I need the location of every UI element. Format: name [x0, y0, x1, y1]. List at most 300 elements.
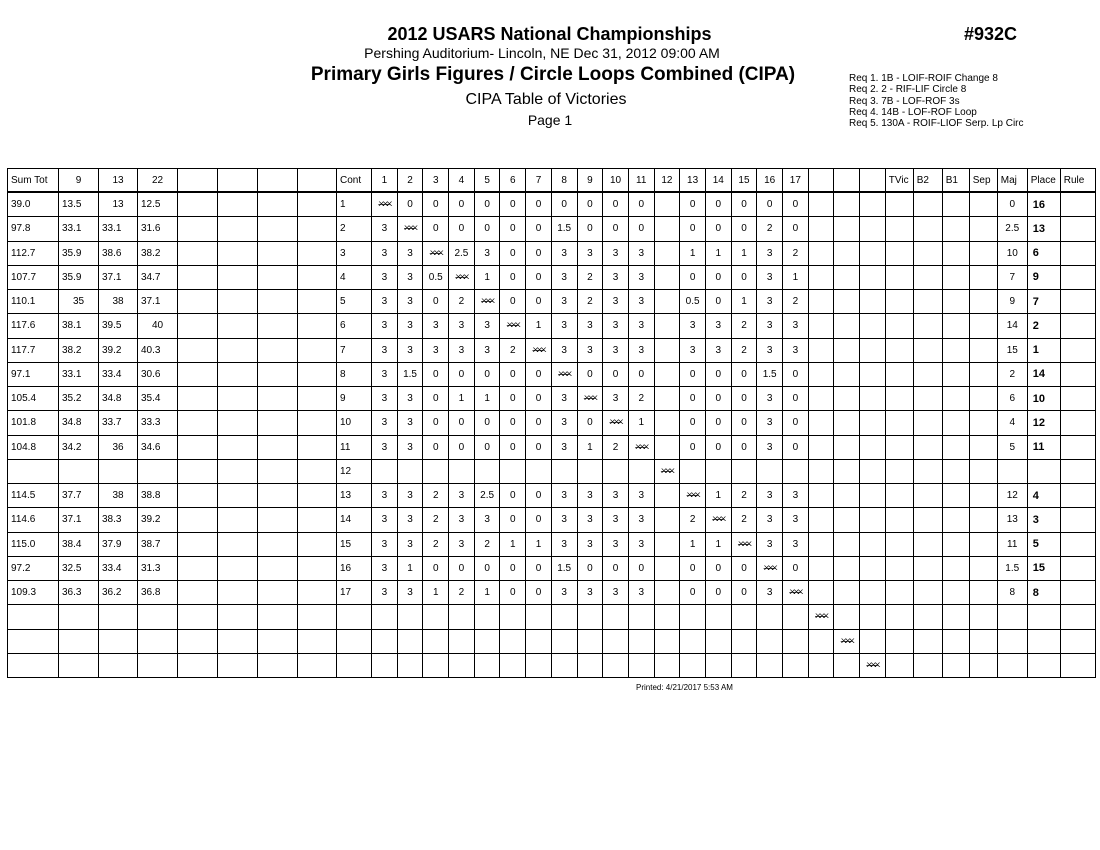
- rule-cell: [1060, 290, 1095, 314]
- victory-cell: 1: [423, 581, 449, 605]
- table-row: [8, 338, 1096, 362]
- victory-cell: 0: [449, 217, 475, 241]
- victory-cell: 0: [500, 265, 526, 289]
- column-header: Sum Tot: [8, 169, 59, 193]
- empty-cell: [178, 387, 218, 411]
- victory-cell: 0: [449, 362, 475, 386]
- victory-cell: [654, 532, 680, 556]
- empty-cell: [258, 241, 298, 265]
- judge-score-cell: 35.4: [138, 387, 178, 411]
- judge-score-cell: 13: [99, 192, 138, 217]
- victory-cell: 0: [783, 192, 809, 217]
- victory-cell: [860, 556, 886, 580]
- victory-cell: 3: [474, 508, 500, 532]
- victory-cell: 3: [474, 314, 500, 338]
- place-cell: 3: [1027, 508, 1060, 532]
- victory-cell: 3: [783, 532, 809, 556]
- contestant-number-cell: 3: [337, 241, 372, 265]
- judge-score-cell: 34.2: [59, 435, 99, 459]
- victory-cell: 3: [372, 508, 398, 532]
- table-row: [8, 241, 1096, 265]
- self-comparison-cell: [372, 192, 398, 217]
- victory-cell: 0: [526, 217, 552, 241]
- victory-cell: 3: [603, 508, 629, 532]
- victory-cell: [397, 653, 423, 677]
- contestant-number-cell: [337, 653, 372, 677]
- place-cell: 16: [1027, 192, 1060, 217]
- victory-cell: 0: [680, 435, 706, 459]
- victory-cell: [860, 508, 886, 532]
- place-cell: 6: [1027, 241, 1060, 265]
- victory-cell: 0: [449, 435, 475, 459]
- victory-cell: 0: [603, 217, 629, 241]
- column-header: [178, 169, 218, 193]
- empty-cell: [969, 192, 997, 217]
- column-header-judge: 9: [577, 169, 603, 193]
- victory-cell: [783, 653, 809, 677]
- empty-cell: [218, 653, 258, 677]
- victory-cell: 3: [551, 338, 577, 362]
- judge-score-cell: [99, 653, 138, 677]
- majority-cell: [997, 629, 1027, 653]
- victory-cell: 3: [372, 435, 398, 459]
- empty-cell: [913, 314, 942, 338]
- victory-cell: 0: [577, 411, 603, 435]
- sum-total-cell: 39.0: [8, 192, 59, 217]
- empty-cell: [218, 459, 258, 483]
- majority-cell: 5: [997, 435, 1027, 459]
- victory-cell: [423, 653, 449, 677]
- contestant-number-cell: 8: [337, 362, 372, 386]
- victory-cell: 3: [757, 387, 783, 411]
- victory-cell: 0: [783, 411, 809, 435]
- victory-cell: 3: [551, 581, 577, 605]
- victory-cell: [808, 459, 834, 483]
- victory-cell: 2: [731, 508, 757, 532]
- victory-cell: [551, 605, 577, 629]
- empty-cell: [942, 411, 969, 435]
- victory-cell: 3: [397, 484, 423, 508]
- self-comparison-cell: [628, 435, 654, 459]
- victory-cell: 0: [783, 435, 809, 459]
- contestant-number-cell: 5: [337, 290, 372, 314]
- judge-score-cell: 40.3: [138, 338, 178, 362]
- victory-cell: 3: [372, 484, 398, 508]
- judge-score-cell: 39.2: [138, 508, 178, 532]
- victory-cell: 0: [526, 362, 552, 386]
- empty-cell: [218, 411, 258, 435]
- empty-cell: [913, 435, 942, 459]
- requirements-list: [849, 73, 1024, 129]
- victory-cell: 0: [680, 556, 706, 580]
- empty-cell: [969, 653, 997, 677]
- victory-cell: 2: [757, 217, 783, 241]
- empty-cell: [913, 484, 942, 508]
- judge-score-cell: 39.5: [99, 314, 138, 338]
- victory-cell: 0: [731, 411, 757, 435]
- victory-cell: 0: [705, 387, 731, 411]
- table-row: [8, 581, 1096, 605]
- contestant-number-cell: 15: [337, 532, 372, 556]
- judge-score-cell: 37.1: [59, 508, 99, 532]
- majority-cell: 2.5: [997, 217, 1027, 241]
- contestant-number-cell: 11: [337, 435, 372, 459]
- victory-cell: [808, 192, 834, 217]
- empty-cell: [969, 605, 997, 629]
- victory-cell: 1: [705, 484, 731, 508]
- victory-cell: 0: [577, 217, 603, 241]
- empty-cell: [178, 435, 218, 459]
- victory-cell: 2: [783, 290, 809, 314]
- victory-cell: 0: [731, 362, 757, 386]
- victory-cell: 0: [526, 508, 552, 532]
- victory-cell: [372, 459, 398, 483]
- empty-cell: [913, 459, 942, 483]
- place-cell: 14: [1027, 362, 1060, 386]
- judge-score-cell: 38: [99, 484, 138, 508]
- empty-cell: [298, 411, 337, 435]
- judge-score-cell: 34.8: [59, 411, 99, 435]
- victory-cell: 2: [500, 338, 526, 362]
- empty-cell: [942, 532, 969, 556]
- empty-cell: [969, 459, 997, 483]
- empty-cell: [298, 241, 337, 265]
- victory-cell: [654, 435, 680, 459]
- empty-cell: [258, 314, 298, 338]
- victory-cell: 0: [500, 435, 526, 459]
- crosshatch-mark: XXX: [686, 491, 699, 499]
- victory-cell: 3: [628, 241, 654, 265]
- crosshatch-mark: XXX: [558, 370, 571, 378]
- majority-cell: 6: [997, 387, 1027, 411]
- place-cell: 13: [1027, 217, 1060, 241]
- self-comparison-cell: [526, 338, 552, 362]
- empty-cell: [913, 338, 942, 362]
- empty-cell: [258, 387, 298, 411]
- victory-cell: [834, 241, 860, 265]
- victory-cell: 3: [551, 508, 577, 532]
- sum-total-cell: 97.8: [8, 217, 59, 241]
- victory-cell: 0: [500, 556, 526, 580]
- judge-score-cell: 37.1: [138, 290, 178, 314]
- victory-cell: [834, 556, 860, 580]
- column-header-judge: 4: [449, 169, 475, 193]
- victory-cell: 0: [500, 387, 526, 411]
- crosshatch-mark: XXX: [455, 273, 468, 281]
- empty-cell: [178, 362, 218, 386]
- victory-cell: 0: [705, 556, 731, 580]
- column-header: Rule: [1060, 169, 1095, 193]
- column-header-judge: 15: [731, 169, 757, 193]
- majority-cell: 7: [997, 265, 1027, 289]
- empty-cell: [178, 314, 218, 338]
- judge-score-cell: 12.5: [138, 192, 178, 217]
- contestant-number-cell: 14: [337, 508, 372, 532]
- empty-cell: [885, 435, 913, 459]
- victory-cell: 0: [500, 362, 526, 386]
- sum-total-cell: [8, 629, 59, 653]
- place-cell: 9: [1027, 265, 1060, 289]
- rule-cell: [1060, 387, 1095, 411]
- empty-cell: [913, 290, 942, 314]
- empty-cell: [218, 192, 258, 217]
- victory-cell: [628, 605, 654, 629]
- empty-cell: [885, 314, 913, 338]
- judge-score-cell: [59, 629, 99, 653]
- victory-cell: [783, 629, 809, 653]
- victory-cell: 0: [526, 556, 552, 580]
- victory-cell: 1: [680, 241, 706, 265]
- judge-score-cell: 35.9: [59, 265, 99, 289]
- empty-cell: [178, 217, 218, 241]
- majority-cell: 14: [997, 314, 1027, 338]
- self-comparison-cell: [654, 459, 680, 483]
- rule-cell: [1060, 653, 1095, 677]
- column-header: Maj: [997, 169, 1027, 193]
- victory-cell: 1: [577, 435, 603, 459]
- rule-cell: [1060, 605, 1095, 629]
- victory-cell: [526, 605, 552, 629]
- victory-cell: 1: [731, 241, 757, 265]
- victory-cell: 3: [603, 265, 629, 289]
- victory-cell: 3: [603, 484, 629, 508]
- self-comparison-cell: [449, 265, 475, 289]
- victory-cell: 3: [757, 484, 783, 508]
- victory-cell: 3: [397, 290, 423, 314]
- victory-cell: 2: [680, 508, 706, 532]
- empty-cell: [885, 653, 913, 677]
- victory-cell: 2: [577, 290, 603, 314]
- table-row: [8, 411, 1096, 435]
- empty-cell: [258, 459, 298, 483]
- empty-cell: [913, 653, 942, 677]
- empty-cell: [178, 192, 218, 217]
- victory-cell: [783, 605, 809, 629]
- victory-cell: [808, 653, 834, 677]
- victory-cell: 1: [526, 314, 552, 338]
- empty-cell: [942, 241, 969, 265]
- empty-cell: [942, 629, 969, 653]
- place-cell: [1027, 629, 1060, 653]
- judge-score-cell: [99, 605, 138, 629]
- victory-cell: 0: [474, 435, 500, 459]
- victory-cell: 0: [731, 581, 757, 605]
- victory-cell: 3: [397, 435, 423, 459]
- victory-cell: 3: [551, 290, 577, 314]
- sum-total-cell: 104.8: [8, 435, 59, 459]
- crosshatch-mark: XXX: [583, 394, 596, 402]
- victory-cell: 3: [603, 387, 629, 411]
- rule-cell: [1060, 217, 1095, 241]
- empty-cell: [969, 581, 997, 605]
- judge-score-cell: [59, 605, 99, 629]
- empty-cell: [942, 435, 969, 459]
- victory-cell: 3: [372, 411, 398, 435]
- place-cell: 15: [1027, 556, 1060, 580]
- victory-cell: [783, 459, 809, 483]
- crosshatch-mark: XXX: [429, 249, 442, 257]
- judge-score-cell: 33.1: [59, 362, 99, 386]
- empty-cell: [913, 241, 942, 265]
- victory-cell: 3: [603, 290, 629, 314]
- victory-cell: [500, 629, 526, 653]
- victory-cell: 3: [705, 338, 731, 362]
- empty-cell: [969, 217, 997, 241]
- empty-cell: [969, 556, 997, 580]
- rule-cell: [1060, 314, 1095, 338]
- victory-cell: [474, 459, 500, 483]
- victory-cell: 0: [705, 290, 731, 314]
- sum-total-cell: 109.3: [8, 581, 59, 605]
- requirement-item: Req 1. 1B - LOIF-ROIF Change 8: [849, 73, 998, 84]
- victory-cell: 3: [757, 435, 783, 459]
- victory-cell: 1: [500, 532, 526, 556]
- crosshatch-mark: XXX: [609, 418, 622, 426]
- victory-cell: [808, 290, 834, 314]
- column-header-judge: 1: [372, 169, 398, 193]
- victory-cell: [731, 653, 757, 677]
- victory-cell: [654, 629, 680, 653]
- victory-cell: [372, 605, 398, 629]
- empty-cell: [885, 338, 913, 362]
- victory-cell: 3: [603, 581, 629, 605]
- victory-cell: [808, 411, 834, 435]
- judge-score-cell: 31.6: [138, 217, 178, 241]
- victory-cell: 0: [680, 411, 706, 435]
- rule-cell: [1060, 556, 1095, 580]
- victory-cell: [834, 265, 860, 289]
- victory-cell: 0: [705, 581, 731, 605]
- victory-cell: [680, 605, 706, 629]
- empty-cell: [298, 338, 337, 362]
- victory-cell: 1: [783, 265, 809, 289]
- column-header-judge: 6: [500, 169, 526, 193]
- judge-score-cell: [99, 629, 138, 653]
- victory-cell: 0: [526, 484, 552, 508]
- victory-cell: [654, 653, 680, 677]
- victory-cell: [500, 605, 526, 629]
- victory-cell: [834, 362, 860, 386]
- victory-cell: [551, 629, 577, 653]
- victory-cell: 3: [577, 314, 603, 338]
- victory-cell: 1: [731, 290, 757, 314]
- victory-cell: 0: [526, 241, 552, 265]
- place-cell: 11: [1027, 435, 1060, 459]
- victory-cell: [731, 629, 757, 653]
- empty-cell: [218, 314, 258, 338]
- majority-cell: 4: [997, 411, 1027, 435]
- victory-cell: 3: [551, 532, 577, 556]
- empty-cell: [913, 362, 942, 386]
- contestant-number-cell: 9: [337, 387, 372, 411]
- self-comparison-cell: [397, 217, 423, 241]
- victory-cell: [860, 387, 886, 411]
- victory-cell: 3: [705, 314, 731, 338]
- victory-cell: 2: [731, 338, 757, 362]
- victory-cell: 0: [474, 556, 500, 580]
- judge-score-cell: 38.4: [59, 532, 99, 556]
- victory-cell: [834, 508, 860, 532]
- event-code: #932C: [964, 24, 1018, 44]
- empty-cell: [258, 484, 298, 508]
- victory-cell: [628, 629, 654, 653]
- self-comparison-cell: [551, 362, 577, 386]
- victory-cell: 0: [680, 217, 706, 241]
- venue-datetime: Pershing Auditorium- Lincoln, NE Dec 31, 2012 09:00 AM: [364, 45, 720, 61]
- table-row: [8, 459, 1096, 483]
- victory-cell: [603, 629, 629, 653]
- victory-cell: 3: [551, 241, 577, 265]
- victory-cell: 3: [628, 581, 654, 605]
- contestant-number-cell: 10: [337, 411, 372, 435]
- victory-cell: 3: [680, 338, 706, 362]
- empty-cell: [969, 290, 997, 314]
- empty-cell: [298, 387, 337, 411]
- victory-cell: [680, 629, 706, 653]
- empty-cell: [298, 265, 337, 289]
- crosshatch-mark: XXX: [815, 612, 828, 620]
- table-row: [8, 484, 1096, 508]
- rule-cell: [1060, 581, 1095, 605]
- judge-score-cell: [138, 605, 178, 629]
- victory-cell: 3: [372, 581, 398, 605]
- judge-score-cell: [59, 653, 99, 677]
- crosshatch-mark: XXX: [866, 661, 879, 669]
- sum-total-cell: 112.7: [8, 241, 59, 265]
- victory-cell: 0: [500, 411, 526, 435]
- victory-cell: [860, 314, 886, 338]
- judge-score-cell: 40: [138, 314, 178, 338]
- empty-cell: [913, 629, 942, 653]
- empty-cell: [218, 362, 258, 386]
- judge-score-cell: 37.9: [99, 532, 138, 556]
- victory-cell: 3: [628, 484, 654, 508]
- empty-cell: [885, 411, 913, 435]
- victory-cell: 0: [705, 411, 731, 435]
- victory-cell: 0: [603, 556, 629, 580]
- empty-cell: [942, 192, 969, 217]
- victory-cell: 2.5: [449, 241, 475, 265]
- judge-score-cell: 36.8: [138, 581, 178, 605]
- column-header-judge: [808, 169, 834, 193]
- empty-cell: [298, 314, 337, 338]
- empty-cell: [969, 508, 997, 532]
- victory-cell: 3: [551, 314, 577, 338]
- victory-cell: 3: [783, 338, 809, 362]
- victory-cell: [731, 459, 757, 483]
- column-header-judge: 10: [603, 169, 629, 193]
- empty-cell: [298, 290, 337, 314]
- victory-cell: 3: [757, 411, 783, 435]
- victory-cell: 3: [603, 314, 629, 338]
- place-cell: [1027, 459, 1060, 483]
- empty-cell: [885, 508, 913, 532]
- victory-cell: 0: [423, 387, 449, 411]
- empty-cell: [942, 556, 969, 580]
- empty-cell: [969, 314, 997, 338]
- victory-cell: [526, 459, 552, 483]
- empty-cell: [942, 362, 969, 386]
- victory-cell: 3: [397, 241, 423, 265]
- victory-cell: [705, 605, 731, 629]
- majority-cell: [997, 605, 1027, 629]
- empty-cell: [942, 459, 969, 483]
- judge-score-cell: 38: [99, 290, 138, 314]
- table-row: [8, 605, 1096, 629]
- victory-cell: 1.5: [551, 217, 577, 241]
- victory-cell: 3: [397, 387, 423, 411]
- victory-cell: 0: [526, 581, 552, 605]
